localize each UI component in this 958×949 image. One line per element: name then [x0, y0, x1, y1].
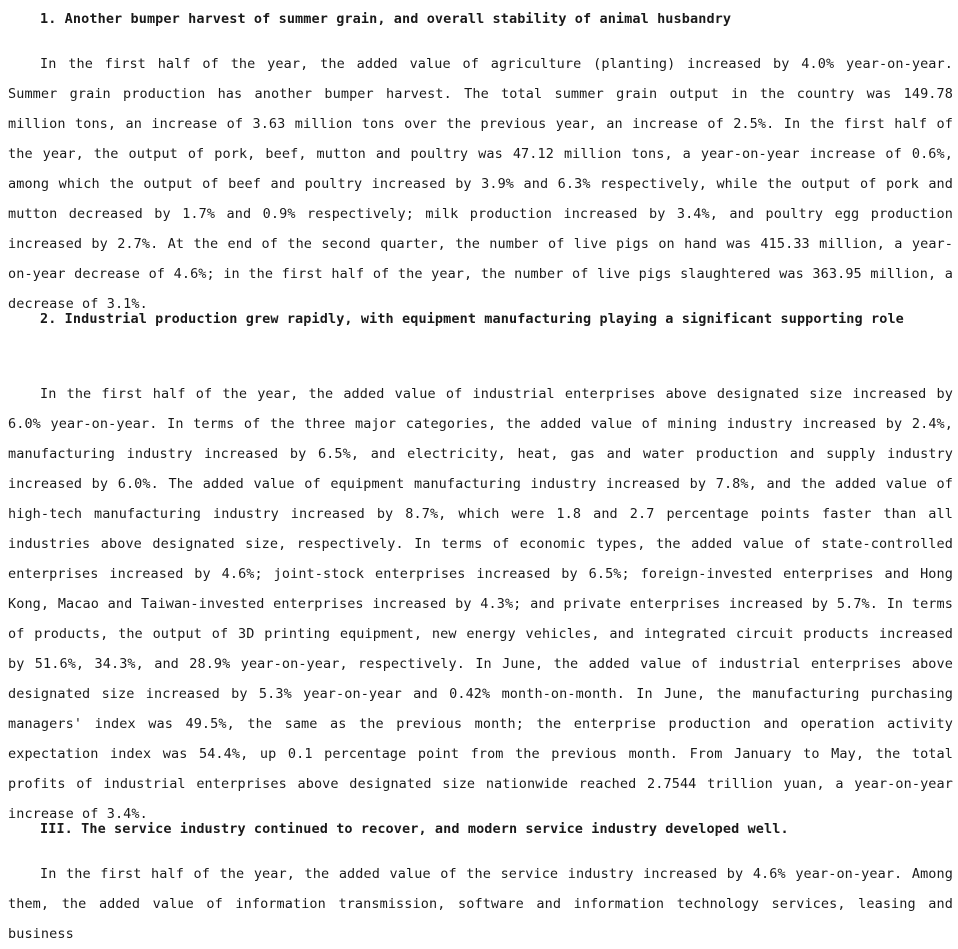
section-3-paragraph: In the first half of the year, the added value of the service industry increased by 4.6% year-on-year. Among them, the added value of information transmission, software and information technology services, leasing and business: [8, 866, 953, 942]
section-2-paragraph: In the first half of the year, the added value of industrial enterprises above designated size increased by 6.0% year-on-year. In terms of the three major categories, the added value of mining industry increased by 2.4%, manufacturing industry increased by 6.5%, and electricity, heat, gas and water production and supply industry increased by 6.0%. The added value of equipment manufacturing industry increased by 7.8%, and the added value of high-tech manufacturing industry increased by 8.7%, which were 1.8 and 2.7 percentage points faster than all industries above designated size, respectively. In terms of economic types, the added value of state-controlled enterprises increased by 4.6%; joint-stock enterprises increased by 6.5%; foreign-invested enterprises and Hong Kong, Macao and Taiwan-invested enterprises increased by 4.3%; and private enterprises increased by 5.7%. In terms of products, the output of 3D printing equipment, new energy vehicles, and integrated circuit products increased by 51.6%, 34.3%, and 28.9% year-on-year, respectively. In June, the added value of industrial enterprises above designated size increased by 5.3% year-on-year and 0.42% month-on-month. In June, the manufacturing purchasing managers' index was 49.5%, the same as the previous month; the enterprise production and operation activity expectation index was 54.4%, up 0.1 percentage point from the previous month. From January to May, the total profits of industrial enterprises above designated size nationwide reached 2.7544 trillion yuan, a year-on-year increase of 3.4%.: [8, 386, 953, 822]
section-3-heading: III. The service industry continued to recover, and modern service industry developed well.: [40, 821, 789, 837]
section-1-paragraph: In the first half of the year, the added value of agriculture (planting) increased by 4.0% year-on-year. Summer grain production has another bumper harvest. The total summer grain output in the country was 149.78 million tons, an increase of 3.63 million tons over the previous year, an increase of 2.5%. In the first half of the year, the output of pork, beef, mutton and poultry was 47.12 million tons, a year-on-year increase of 0.6%, among which the output of beef and poultry increased by 3.9% and 6.3% respectively, while the output of pork and mutton decreased by 1.7% and 0.9% respectively; milk production increased by 3.4%, and poultry egg production increased by 2.7%. At the end of the second quarter, the number of live pigs on hand was 415.33 million, a year-on-year decrease of 4.6%; in the first half of the year, the number of live pigs slaughtered was 363.95 million, a decrease of 3.1%.: [8, 56, 953, 312]
section-1-heading: 1. Another bumper harvest of summer grain, and overall stability of animal husbandry: [40, 11, 732, 27]
section-2-heading: 2. Industrial production grew rapidly, with equipment manufacturing playing a significant supporting role: [40, 311, 904, 327]
